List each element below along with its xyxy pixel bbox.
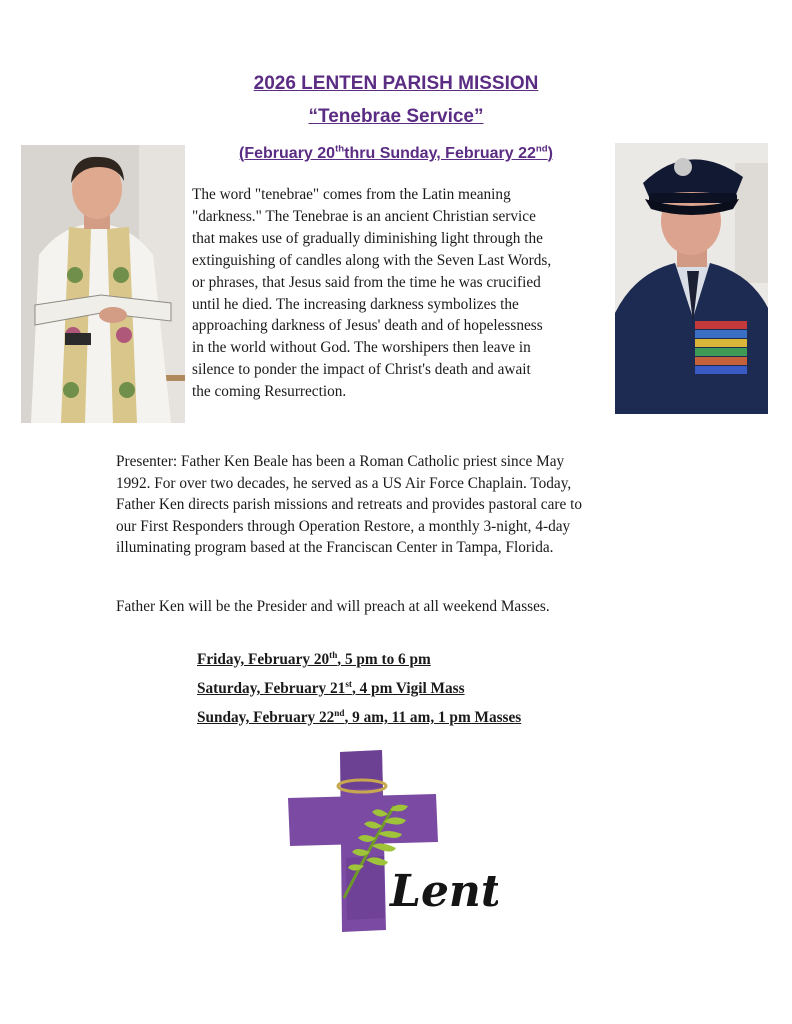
description-line: The word "tenebrae" comes from the Latin meaning	[192, 186, 511, 203]
schedule-item-friday	[197, 645, 521, 674]
presenter-bio	[116, 451, 636, 559]
schedule-time: , 9 am, 11 am, 1 pm Masses	[344, 709, 522, 726]
schedule-day-suffix: th	[329, 649, 338, 660]
description-line: extinguishing of candles along with the Seven Last Words,	[192, 251, 552, 269]
schedule-day-suffix: st	[345, 678, 352, 689]
priest-photo	[21, 145, 185, 423]
presenter-line: our First Responders through Operation Restore, a monthly 3-night, 4-day	[116, 517, 571, 535]
presenter-line: Presenter: Father Ken Beale has been a Roman Catholic priest since May	[116, 453, 565, 470]
description-line: that makes use of gradually diminishing light through the	[192, 229, 543, 247]
schedule-item-sunday	[197, 703, 521, 732]
page-subtitle: “Tenebrae Service”	[308, 106, 484, 127]
dates-close: )	[547, 145, 553, 162]
lent-wordmark: Lent	[390, 866, 498, 917]
presider-note: Father Ken will be the Presider and will preach at all weekend Masses.	[116, 598, 550, 615]
lent-cross-icon	[286, 748, 498, 933]
dates-start: February 20	[244, 145, 336, 162]
chaplain-photo	[615, 143, 768, 414]
schedule-time: , 4 pm Vigil Mass	[351, 680, 465, 697]
description-line: silence to ponder the impact of Christ's death and await	[192, 361, 531, 379]
presenter-line: illuminating program based at the Franciscan Center in Tampa, Florida.	[116, 539, 554, 557]
dates-start-suffix: th	[335, 143, 345, 155]
description-line: approaching darkness of Jesus' death and of hopelessness	[192, 317, 543, 335]
schedule-day: Saturday, February 21	[197, 680, 346, 697]
schedule-time: , 5 pm to 6 pm	[337, 651, 431, 668]
mass-schedule	[197, 645, 521, 732]
description-line: the coming Resurrection.	[192, 383, 347, 401]
dates-end-suffix: nd	[535, 143, 548, 155]
priest-illustration	[21, 145, 185, 423]
description-line: in the world without God. The worshipers then leave in	[192, 339, 531, 357]
page-title: 2026 LENTEN PARISH MISSION	[253, 73, 539, 94]
tenebrae-description	[192, 184, 612, 403]
schedule-day: Friday, February 20	[197, 651, 330, 668]
dates-end: thru Sunday, February 22	[344, 145, 536, 162]
chaplain-illustration	[615, 143, 768, 414]
schedule-day-suffix: nd	[334, 707, 345, 718]
schedule-day: Sunday, February 22	[197, 709, 335, 726]
presenter-line: 1992. For over two decades, he served as a US Air Force Chaplain. Today,	[116, 474, 572, 492]
description-line: or phrases, that Jesus said from the time he was crucified	[192, 273, 541, 291]
dates-open: (	[239, 145, 245, 162]
schedule-item-saturday	[197, 674, 521, 703]
description-line: "darkness." The Tenebrae is an ancient Christian service	[192, 207, 536, 225]
lent-logo	[286, 748, 498, 933]
presenter-line: Father Ken directs parish missions and retreats and provides pastoral care to	[116, 496, 582, 514]
description-line: until he died. The increasing darkness symbolizes the	[192, 295, 519, 313]
